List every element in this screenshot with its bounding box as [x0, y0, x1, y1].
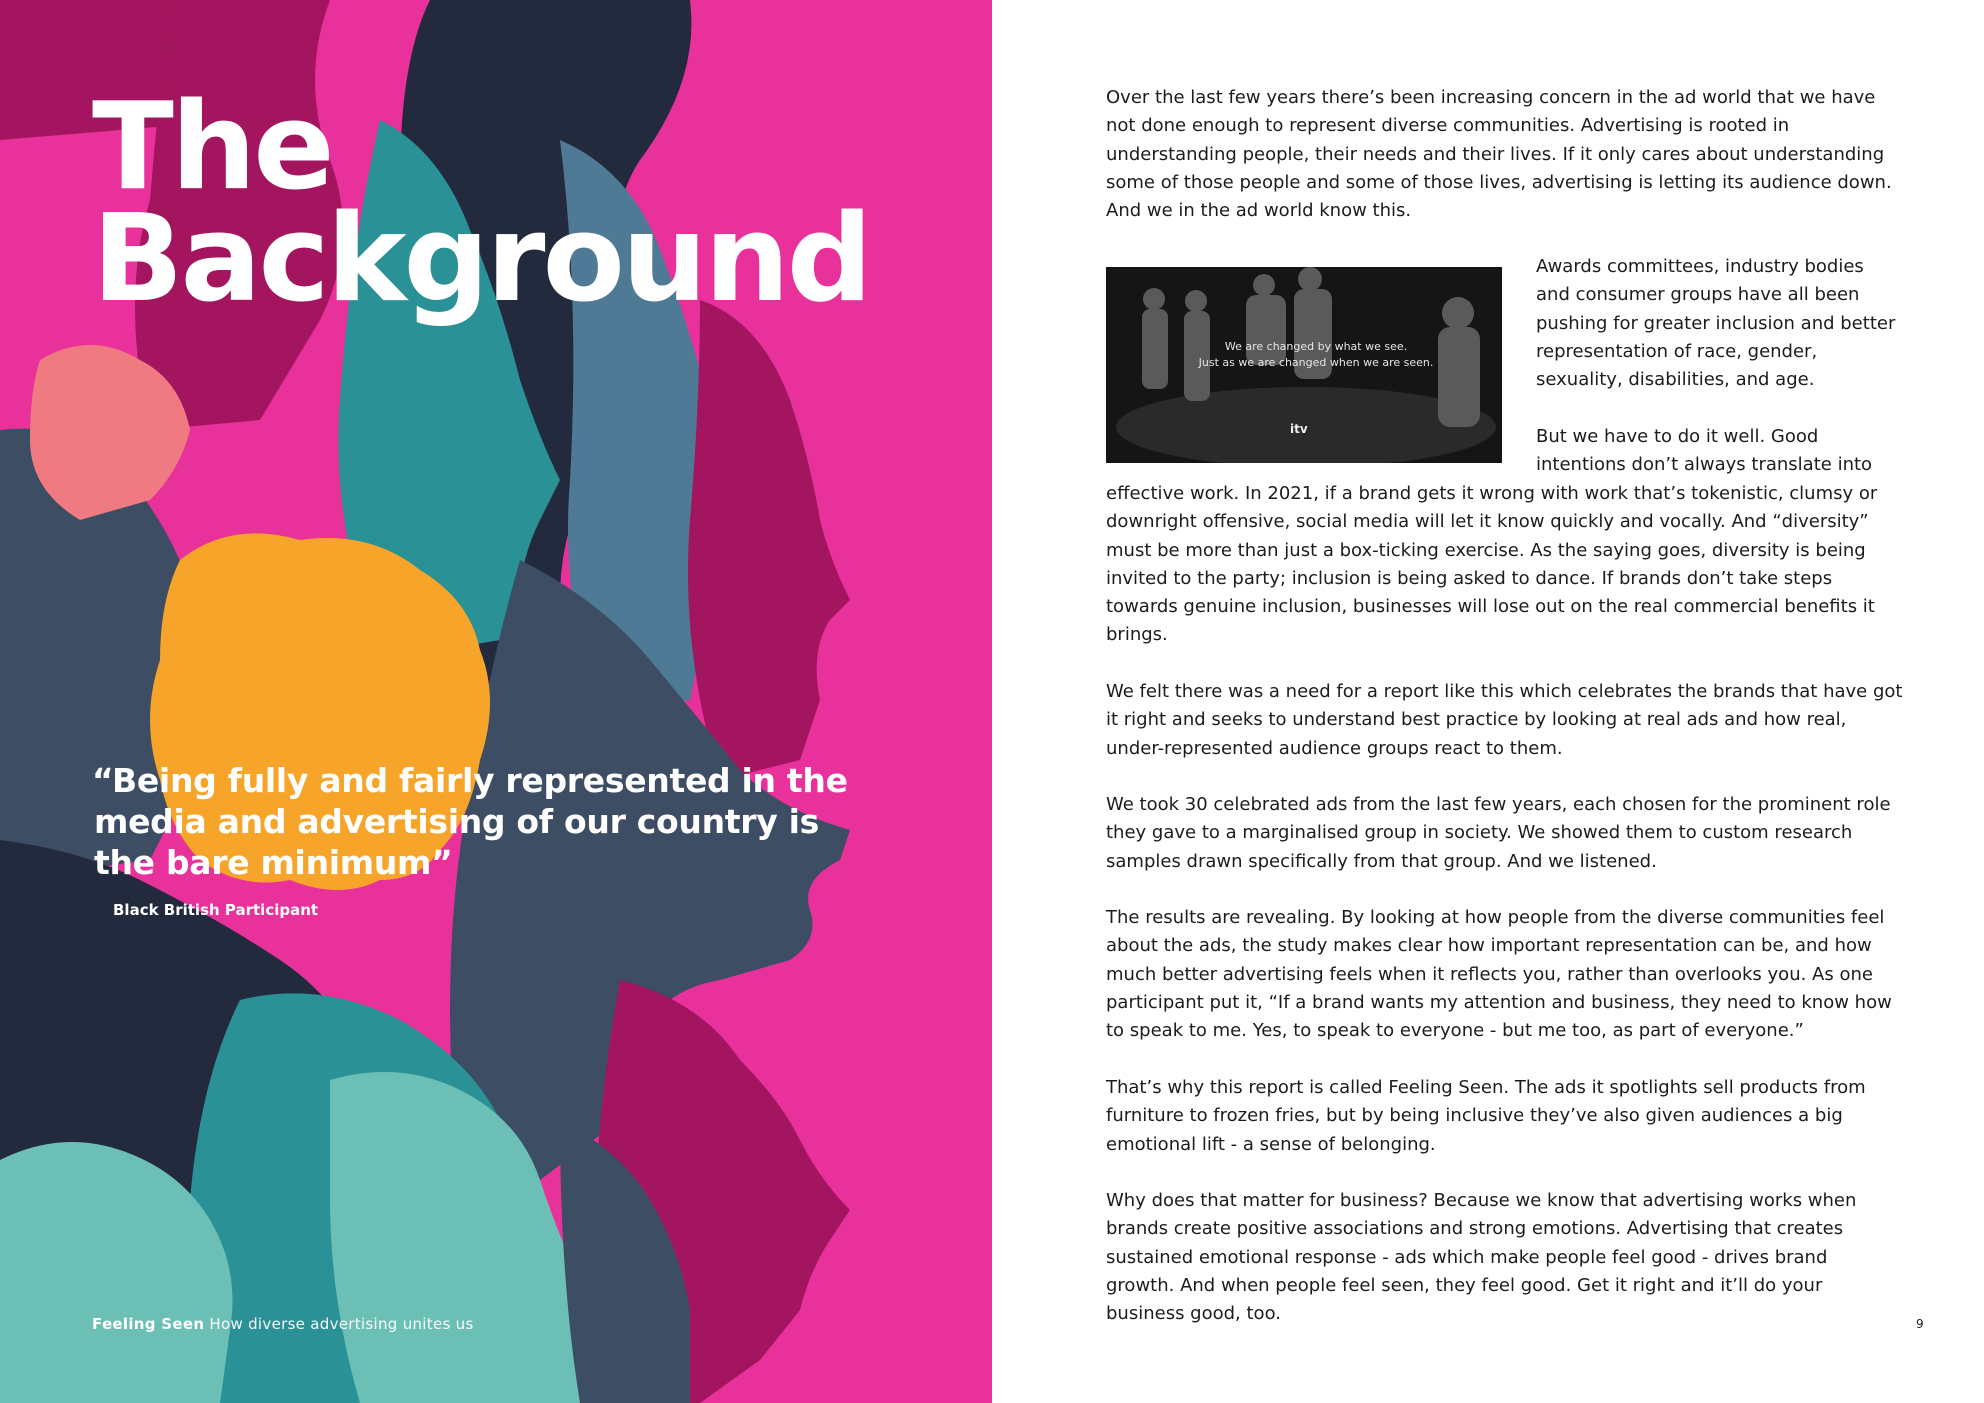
- body-paragraph-5: We took 30 celebrated ads from the last few years, each chosen for the prominent role they gave to a marginalised group in society. We showed them to custom research samples drawn specifically from that group. And we listened.: [1106, 794, 1891, 872]
- page-number: 9: [1916, 1317, 1924, 1331]
- title-line-2: Background: [92, 190, 870, 329]
- silhouette-head-magenta-right: [688, 300, 850, 780]
- body-paragraph-3: effective work. In 2021, if a brand gets it wrong with work that’s tokenistic, clumsy or downright offensive, social media will let it know quickly and vocally. And “diversity” must be more than just a box-ticking exercise. As the saying goes, diversity is being invited to the party; inclusion is being asked to dance. If brands don’t take steps towards genuine inclusion, businesses will lose out on the real commercial benefits it brings.: [1106, 483, 1878, 646]
- pull-quote: [94, 760, 854, 883]
- body-paragraph-2: Awards committees, industry bodies and consumer groups have all been pushing for greater inclusion and better representation of race, gender, sexuality, disabilities, and age.: [1536, 256, 1896, 391]
- footer-tagline: How diverse advertising unites us: [204, 1315, 474, 1333]
- body-paragraph-8: Why does that matter for business? Because we know that advertising works when brands create positive associations and strong emotions. Advertising that creates sustained emotional response - ads which make people feel good - drives brand growth. And when people feel seen, they feel good. Get it right and it’ll do your business good, too.: [1106, 1190, 1857, 1325]
- body-paragraph-1: Over the last few years there’s been increasing concern in the ad world that we have not done enough to represent diverse communities. Advertising is rooted in understanding people, their needs and their lives. If it only cares about understanding some of those people and some of those lives, advertising is letting its audience down. And we in the ad world know this.: [1106, 87, 1892, 222]
- ad-caption-line-2: Just as we are changed when we are seen.: [1198, 356, 1434, 369]
- footer-brand: Feeling Seen: [92, 1315, 205, 1333]
- body-paragraph-4: We felt there was a need for a report like this which celebrates the brands that have got it right and seeks to understand best practice by looking at real ads and how real, under-represented audience groups react to them.: [1106, 681, 1903, 759]
- quote-open-mark: “: [92, 761, 114, 800]
- page-footer: [92, 1315, 474, 1333]
- right-page: [992, 0, 1984, 1403]
- quote-text: Being fully and fairly represented in the media and advertising of our country is the bare minimum”: [94, 761, 848, 882]
- title-line-1: The: [92, 78, 332, 217]
- body-paragraph-3-start: But we have to do it well. Good intentions don’t always translate into: [1536, 426, 1873, 476]
- body-paragraph-7: That’s why this report is called Feeling Seen. The ads it spotlights sell products from furniture to frozen fries, but by being inclusive they’ve also given audiences a big emotional lift - a sense of belonging.: [1106, 1077, 1866, 1155]
- quote-attribution: Black British Participant: [113, 901, 319, 919]
- page-title: [92, 78, 972, 329]
- ad-caption: [1166, 339, 1466, 371]
- body-paragraph-6: The results are revealing. By looking at how people from the diverse communities feel about the ads, the study makes clear how important representation can be, and how much better advertising feels when it reflects you, rather than overlooks you. As one participant put it, “If a brand wants my attention and business, they need to know how to speak to me. Yes, to speak to everyone - but me too, as part of everyone.”: [1106, 907, 1892, 1042]
- ad-still-image: [1106, 267, 1502, 463]
- itv-logo: itv: [1290, 422, 1308, 436]
- ad-caption-line-1: We are changed by what we see.: [1224, 340, 1408, 353]
